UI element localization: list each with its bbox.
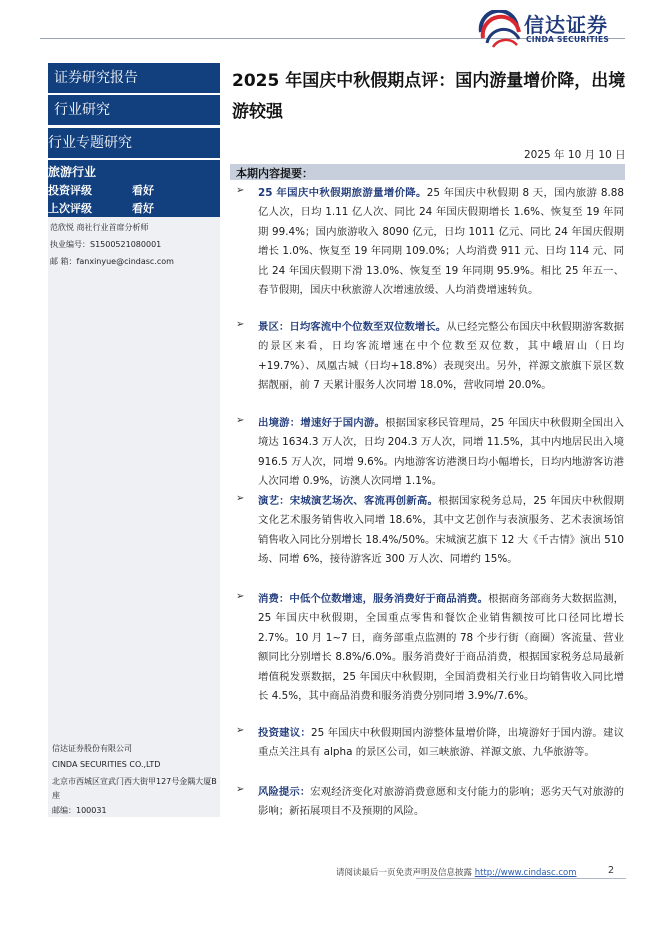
bullet-paragraph [258,724,624,763]
bullet-item-overview [232,184,624,309]
bullet-body: 根据国家税务总局，25 年国庆中秋假期文化艺术服务销售收入同增 18.6%，其中文艺创作与表演服务、艺术表演场馆销售收入同比分别增长 18.4%/50%。宋城演艺旗下 12 大《千古情》演出 510 场、同增 6%，接待游客近 300 万人次、同增约 15%。 [258,495,624,566]
page-title: 2025 年国庆中秋假期点评：国内游量增价降，出境游较强 [232,71,626,122]
bullet-body: 25 年国庆中秋假期国内游整体量增价降，出境游好于国内游。建议重点关注具有 alpha 的景区公司，如三峡旅游、祥源文旅、九华旅游等。 [258,727,624,759]
analyst-license: 执业编号：S1500521080001 [50,240,162,249]
bullet-body: 25 年国庆中秋假期 8 天，国内旅游 8.88 亿人次，日均 1.11 亿人次、同比 24 年国庆假期增长 1.6%、恢复至 19 年同期 99.4%；国内旅游收入 8090 亿元，日均 1011 亿元、同比 24 年国庆假期增长 1.0%、恢复至 19 年同期 109.0%；人均消费 911 元、日均 114 元、同比 24 年国庆假期下滑 13.0%、恢复至 19 年同期 95.9%。相比 25 年五一、春节假期，国庆中秋旅游人次增速放缓、人均消费增速转负。 [258,187,624,297]
bullet-paragraph [258,184,624,300]
bullet-heading: 风险提示： [258,786,311,798]
bullet-heading: 演艺：宋城演艺场次、客流再创新高。 [258,495,439,507]
bullet-body: 根据国家移民管理局，25 年国庆中秋假期全国出入境达 1634.3 万人次，日均 204.3 万人次，同增 11.5%，其中内地居民出入境 916.5 万人次，同增 9.6%。内地游客访港澳日均小幅增长，日均内地游客访港人次同增 0.9%，访澳人次同增 1.1%。 [258,417,624,488]
arrow-bullet-icon: ➢ [236,319,245,330]
bullet-heading: 投资建议： [258,727,311,739]
rating-value: 看好 [132,184,154,197]
arrow-bullet-icon: ➢ [236,415,245,426]
arrow-bullet-icon: ➢ [236,185,245,196]
company-postcode: 邮编：100031 [52,806,107,815]
bullet-body: 从已经完整公布国庆中秋假期游客数据的景区来看，日均客流增速在中个位数至双位数，其中峨眉山（日均+19.7%）、凤凰古城（日均+18.8%）表现突出。另外，祥源文旅旗下景区数据靓丽，前 7 天累计服务人次同增 18.0%，营收同增 20.0%。 [258,321,625,392]
rating-panel [48,160,220,217]
arrow-bullet-icon: ➢ [236,493,245,504]
bullet-heading: 出境游：增速好于国内游。 [258,417,386,429]
logo-text-cn: 信达证券 [524,13,608,37]
arrow-bullet-icon: ➢ [236,784,245,795]
summary-label: 本期内容提要： [236,167,313,180]
arrow-bullet-icon: ➢ [236,725,245,736]
bullet-heading: 消费：中低个位数增速，服务消费好于商品消费。 [258,593,489,605]
bullet-item-performance [232,492,624,587]
company-address-cont: 座 [52,791,60,800]
bullet-item-consumption [232,590,624,720]
bullet-paragraph [258,590,624,706]
report-type-label: 证券研究报告 [48,63,220,93]
company-name-cn: 信达证券股份有限公司 [52,744,132,753]
logo-text-en: CINDA SECURITIES [526,35,610,44]
bullet-item-investment [232,724,624,779]
bullet-paragraph [258,783,624,822]
footer-disclaimer [336,866,577,878]
category-label: 行业研究 [48,95,220,125]
analyst-email[interactable]: 邮 箱：fanxinyue@cindasc.com [50,257,174,266]
company-name-en: CINDA SECURITIES CO.,LTD [52,760,161,769]
bullet-paragraph [258,492,624,570]
footer-disclaimer-text: 请阅读最后一页免责声明及信息披露 [336,868,473,878]
report-date: 2025 年 10 月 10 日 [524,149,626,161]
sidebar-info-panel [48,217,220,817]
bullet-item-outbound [232,414,624,489]
subcategory-label: 行业专题研究 [48,128,220,158]
company-address: 北京市西城区宣武门西大街甲127号金隅大厦B [52,777,217,786]
footer-rule [416,878,626,879]
prev-rating-value: 看好 [132,202,154,215]
bullet-body: 根据商务部商务大数据监测，25 年国庆中秋假期，全国重点零售和餐饮企业销售额按可比口径同比增长 2.7%。10 月 1~7 日，商务部重点监测的 78 个步行街（商圈）客流量、营业额同比分别增长 8.8%/6.0%。服务消费好于商品消费，根据国家税务总局最新增值税发票数据，25 年国庆中秋假期，全国消费相关行业日均销售收入同比增长 4.5%，其中商品消费和服务消费分别同增 3.9%/7.6%。 [258,593,625,703]
bullet-paragraph [258,318,624,396]
prev-rating-label: 上次评级 [48,202,92,215]
rating-label: 投资评级 [48,184,92,197]
analyst-name: 范欣悦 商社行业首席分析师 [50,223,149,232]
bullet-body: 宏观经济变化对旅游消费意愿和支付能力的影响；恶劣天气对旅游的影响；新拓展项目不及预期的风险。 [258,786,624,818]
footer-website-link[interactable]: http://www.cindasc.com [474,868,577,878]
page-number: 2 [608,865,615,876]
bullet-item-scenic [232,318,624,408]
bullet-paragraph [258,414,624,492]
bullet-item-risk [232,783,624,823]
arrow-bullet-icon: ➢ [236,591,245,602]
industry-label: 旅游行业 [48,165,97,179]
bullet-heading: 25 年国庆中秋假期旅游量增价降。 [258,187,427,199]
bullet-heading: 景区：日均客流中个位数至双位数增长。 [258,321,447,333]
